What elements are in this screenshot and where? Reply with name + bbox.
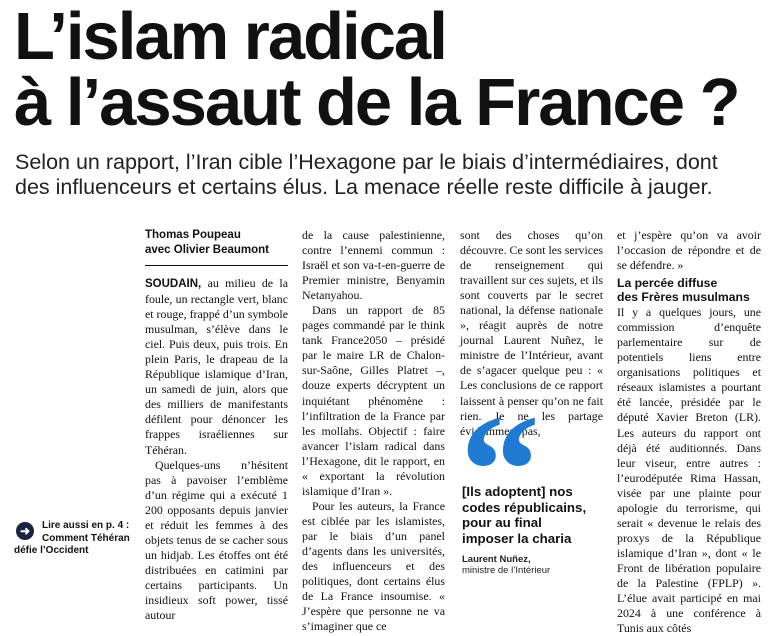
headline-line-1: L’islam radical [14, 0, 446, 74]
byline-coauthor: avec Olivier Beaumont [145, 244, 269, 256]
pull-quote-line: pour au final [462, 515, 542, 530]
paragraph: sont des choses qu’on découvre. Ce sont les services de renseignement qui travaillent sur ces sujets, et ils sont couverts par le secret national, la défense nationale », réagit auprès de notre journal Laurent Nuñez, le ministre de l’Intérieur, avant de s’agacer quelque peu : « Les conclusions de ce rapport laissent à penser qu’on ne fait rien. Je ne les partage évidemment pas, [460, 228, 603, 438]
quote-author-name: Laurent Nuñez, [462, 554, 531, 565]
headline [14, 0, 739, 140]
subhead-line-1: La percée diffuse [617, 276, 718, 291]
pull-quote-attribution [462, 554, 550, 576]
deck [15, 150, 765, 200]
paragraph: de la cause palestinienne, contre l’ennemi commun : Israël et son va-t-en-guerre de Premier ministre, Benyamin Netanyahou. [302, 228, 445, 303]
paragraph: Pour les auteurs, la France est ciblée par les islamistes, par le biais d’un panel d’agents dans les universités, des influenceurs et des politiques, dont certains élus de La France insoumise. « J’espère que personne ne va s’imaginer que ce [302, 498, 445, 634]
deck-line-1: Selon un rapport, l’Iran cible l’Hexagone par le biais d’intermédiaires, dont [15, 150, 718, 174]
paragraph: Quelques-uns n’hésitent pas à pavoiser l’emblème d’un régime qui a exécuté 1 200 opposants depuis janvier et réduit les femmes à des objets tenus de se cacher sous un hidjab. Les étoffes ont été distribuées en catimini par certains participants. Un insidieux soft power, tissé autour [145, 457, 288, 623]
paragraph: Dans un rapport de 85 pages commandé par le think tank France2050 – présidé par le maire LR de Chalon-sur-Saône, Gilles Platret –, douze experts décryptent un inquiétant phénomène : l’infiltration de la France par les mollahs. Objectif : faire avancer l’islam radical dans l’Hexagone, dit le rapport, en « exportant la révolution islamique d’Iran ». [302, 303, 445, 498]
read-also-link[interactable] [14, 520, 142, 558]
paragraph: Il y a quelques jours, une commission d’enquête parlementaire sur de potentiels liens entre organisations politiques et réseaux islamistes a pourtant été lancée, présidée par le député Xavier Breton (LR). Les auteurs du rapport ont déjà été auditionnés. Dans leur viseur, entre autres : l’eurodéputée Rima Hassan, visée par une plainte pour apologie du terrorisme, qui serait « devenue le relais des proxys de la République islamique d’Iran », dont « le Front de libération populaire de la Palestine (FPLP) ». L’élue avait participé en mai 2024 à une conférence à Tunis aux côtés [617, 305, 761, 636]
pull-quote-line: codes républicains, [462, 499, 587, 515]
quote-author-role: ministre de l’Intérieur [462, 565, 551, 576]
headline-line-2: à l’assaut de la France ? [14, 65, 739, 140]
lead-word: SOUDAIN, [145, 278, 202, 290]
read-also-line-1: Lire aussi en p. 4 : [42, 520, 130, 531]
pull-quote-line: imposer la charia [462, 530, 572, 546]
arrow-right-icon: ➜ [16, 522, 34, 540]
read-also-line-2: Comment Téhéran [42, 532, 130, 544]
byline-divider [145, 265, 288, 266]
byline [145, 228, 288, 258]
byline-author: Thomas Poupeau [145, 229, 241, 241]
read-also-line-3: défie l’Occident [14, 545, 89, 556]
subhead-line-2: des Frères musulmans [617, 290, 750, 305]
paragraph: et j’espère qu’on va avoir l’occasion de répondre et de se défendre. » [617, 228, 761, 273]
article-column-3 [460, 228, 603, 439]
deck-line-2: des influenceurs et certains élus. La menace réelle reste difficile à jauger. [15, 175, 713, 199]
pull-quote-line: [Ils adoptent] nos [462, 484, 573, 499]
article-column-4 [617, 228, 761, 636]
article-column-1 [145, 228, 288, 623]
pull-quote-text [462, 484, 612, 546]
quote-mark-icon [460, 410, 540, 490]
article-column-2 [302, 228, 445, 634]
lead-paragraph-text: au milieu de la foule, un rectangle vert, blanc et rouge, frappé d’un symbole musulman, s’élève dans le ciel. Puis deux, puis trois. En plein Paris, le drapeau de la République islamique d’Iran, un samedi de juin, alors que des milliers de manifestants défilent pour dénoncer les frappes israéliennes sur Téhéran. [145, 276, 288, 457]
section-subhead [617, 276, 761, 304]
lead-paragraph [145, 276, 288, 458]
